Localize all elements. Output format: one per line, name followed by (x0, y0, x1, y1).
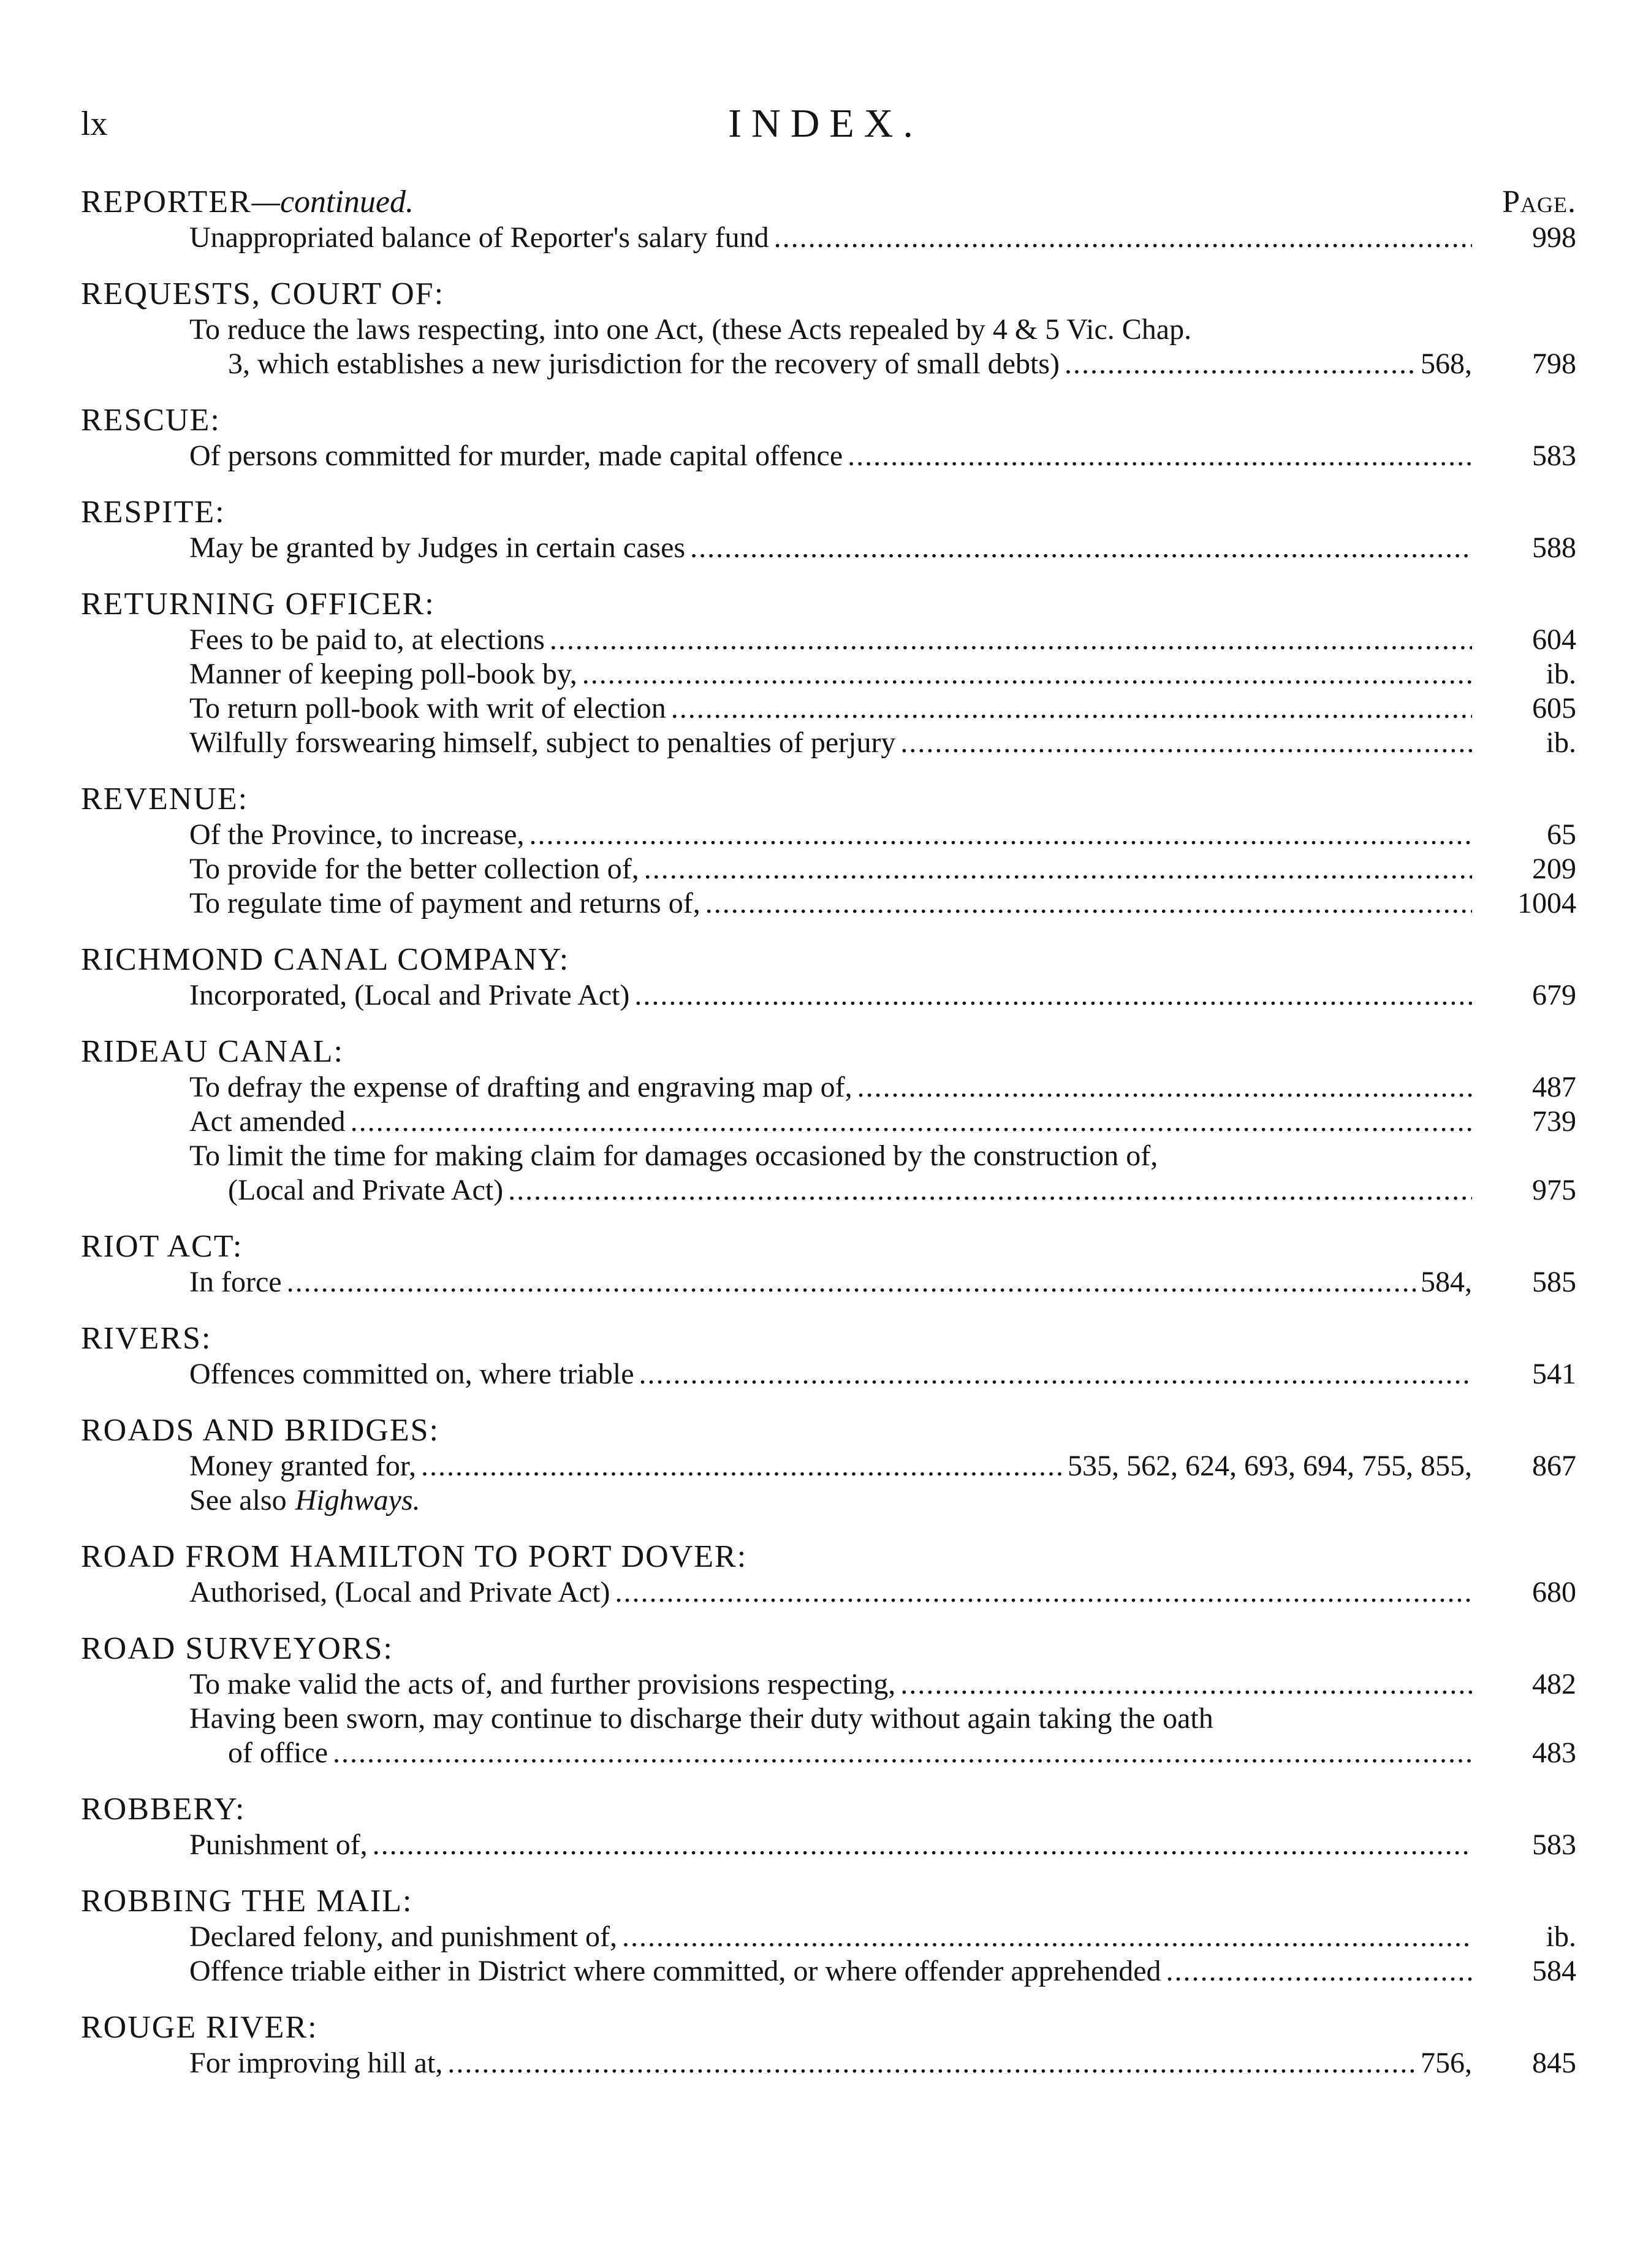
page-reference: 65 (1547, 818, 1576, 851)
page-reference: 585 (1532, 1266, 1576, 1298)
entry-text: Money granted for, (189, 1450, 416, 1482)
page-reference: ib. (1546, 1920, 1576, 1953)
dot-leader (622, 1920, 1472, 1954)
dot-leader (644, 852, 1472, 886)
index-entry (81, 886, 1576, 921)
page-number: lx (81, 105, 108, 143)
index-section (81, 1033, 1576, 1208)
index-section (81, 1883, 1576, 1988)
entry-text-wrap (81, 818, 1472, 852)
section-heading: ROAD SURVEYORS: (81, 1631, 393, 1666)
entry-text: Of the Province, to increase, (189, 818, 525, 851)
page-reference: 588 (1532, 531, 1576, 564)
index-entry (81, 726, 1576, 760)
entry-text: of office (228, 1737, 328, 1769)
index-section (81, 1412, 1576, 1518)
index-entry (81, 439, 1576, 473)
index-entry (81, 1575, 1576, 1610)
section-heading: RIDEAU CANAL: (81, 1034, 344, 1069)
entry-text-wrap (81, 347, 1472, 381)
entry-text-wrap (81, 886, 1472, 921)
index-entry (81, 1483, 1576, 1518)
entry-text: Unappropriated balance of Reporter's salary fund (189, 221, 769, 254)
page-reference: 998 (1532, 221, 1576, 254)
index-section (81, 1539, 1576, 1610)
entry-text-wrap (81, 531, 1472, 565)
cross-reference: Highways. (295, 1484, 420, 1516)
dot-leader (615, 1575, 1472, 1610)
entry-line (81, 313, 1576, 347)
index-entry (81, 1265, 1576, 1300)
dot-leader (582, 657, 1472, 691)
index-entry (81, 852, 1576, 886)
index-entry (81, 978, 1576, 1013)
entry-text: To make valid the acts of, and further provisions respecting, (189, 1668, 896, 1700)
entry-text: 3, which establishes a new jurisdiction for the recovery of small debts) (228, 348, 1060, 380)
index-entry (81, 1173, 1576, 1208)
entry-text-wrap (81, 1736, 1472, 1770)
section-heading-line (81, 184, 1576, 221)
entry-text: To reduce the laws respecting, into one Act, (these Acts repealed by 4 & 5 Vic. Chap. (189, 313, 1192, 346)
index-section (81, 1631, 1576, 1770)
additional-pages: 568, (1421, 348, 1472, 380)
heading-suffix: —continued. (251, 185, 414, 219)
entry-text-wrap (81, 1920, 1472, 1954)
entry-text-wrap (81, 1105, 1472, 1139)
entry-text-wrap (81, 313, 1472, 347)
index-entry (81, 1070, 1576, 1105)
entry-text-wrap (81, 1828, 1472, 1862)
entry-text: To regulate time of payment and returns of, (189, 887, 700, 919)
entry-text-wrap (81, 1483, 1472, 1518)
dot-leader (550, 623, 1472, 657)
page-reference: 1004 (1517, 887, 1576, 919)
entry-text-wrap (81, 1139, 1472, 1173)
page-reference: ib. (1546, 726, 1576, 759)
section-heading: RESCUE: (81, 403, 221, 438)
entry-text-wrap (81, 852, 1472, 886)
heading-text: REPORTER (81, 185, 252, 219)
dot-leader (508, 1173, 1472, 1208)
index-entry (81, 1105, 1576, 1139)
entry-text-wrap (81, 1702, 1472, 1736)
entry-text: Declared felony, and punishment of, (189, 1920, 617, 1953)
section-heading: RESPITE: (81, 495, 226, 530)
section-heading: RIOT ACT: (81, 1229, 243, 1264)
index-entry (81, 1954, 1576, 1988)
section-heading: ROAD FROM HAMILTON TO PORT DOVER: (81, 1539, 748, 1574)
dot-leader (900, 726, 1472, 760)
page-reference: ib. (1546, 658, 1576, 690)
page-reference: 483 (1532, 1737, 1576, 1769)
entry-text-wrap (81, 1070, 1472, 1105)
section-heading: RETURNING OFFICER: (81, 587, 435, 622)
index-section (81, 781, 1576, 921)
page-reference: 541 (1532, 1358, 1576, 1390)
additional-pages: 756, (1421, 2047, 1472, 2079)
page-reference: 680 (1532, 1576, 1576, 1608)
section-heading: ROUGE RIVER: (81, 2010, 318, 2045)
index-entry (81, 221, 1576, 255)
dot-leader (848, 439, 1472, 473)
entry-text: To defray the expense of drafting and engraving map of, (189, 1071, 852, 1103)
page-reference: 604 (1532, 623, 1576, 656)
index-section (81, 1320, 1576, 1391)
index-entry (81, 1449, 1576, 1483)
dot-leader (529, 818, 1472, 852)
index-entry (81, 531, 1576, 565)
entry-text: Offence triable either in District where committed, or where offender apprehended (189, 1955, 1161, 1987)
entry-text: Manner of keeping poll-book by, (189, 658, 577, 690)
dot-leader (351, 1105, 1472, 1139)
entry-text: Offences committed on, where triable (189, 1358, 634, 1390)
section-heading: RICHMOND CANAL COMPANY: (81, 942, 570, 977)
entry-text: Act amended (189, 1105, 346, 1138)
index-entry (81, 2046, 1576, 2080)
entry-text: (Local and Private Act) (228, 1174, 504, 1206)
additional-pages: 584, (1421, 1266, 1472, 1298)
index-entry (81, 691, 1576, 726)
index-entry (81, 347, 1576, 381)
page-reference: 867 (1532, 1450, 1576, 1482)
entry-text-wrap (81, 1667, 1472, 1702)
page-reference: 482 (1532, 1668, 1576, 1700)
dot-leader (705, 886, 1472, 921)
dot-leader (287, 1265, 1416, 1300)
dot-leader (447, 2046, 1416, 2080)
entry-text: Authorised, (Local and Private Act) (189, 1576, 610, 1608)
section-heading: REVENUE: (81, 782, 249, 816)
page-reference: 605 (1532, 692, 1576, 725)
index-entry (81, 623, 1576, 657)
entry-text: To provide for the better collection of, (189, 853, 639, 885)
index-entry (81, 1357, 1576, 1391)
index-entry (81, 657, 1576, 691)
page-reference: 739 (1532, 1105, 1576, 1138)
index-section (81, 1791, 1576, 1862)
page-reference: 845 (1532, 2047, 1576, 2079)
entry-text: May be granted by Judges in certain cases (189, 531, 686, 564)
dot-leader (639, 1357, 1472, 1391)
index-entry (81, 1667, 1576, 1702)
index-section (81, 1228, 1576, 1300)
page-header (0, 101, 1651, 166)
entry-text-wrap (81, 1954, 1472, 1988)
section-heading (81, 184, 1576, 221)
entry-text: To limit the time for making claim for damages occasioned by the construction of, (189, 1140, 1158, 1172)
page-column-label: Page. (1502, 185, 1576, 219)
index-entry (81, 1920, 1576, 1954)
entry-text: For improving hill at, (189, 2047, 443, 2079)
page-reference: 975 (1532, 1174, 1576, 1206)
index-section (81, 494, 1576, 565)
entry-text: In force (189, 1266, 282, 1298)
section-heading: REQUESTS, COURT OF: (81, 276, 445, 311)
section-heading: ROBBING THE MAIL: (81, 1884, 413, 1919)
entry-text: Wilfully forswearing himself, subject to penalties of perjury (189, 726, 896, 759)
dot-leader (900, 1667, 1472, 1702)
entry-text: Fees to be paid to, at elections (189, 623, 545, 656)
section-heading: RIVERS: (81, 1321, 212, 1356)
entry-text-wrap (81, 439, 1472, 473)
page-reference: 584 (1532, 1955, 1576, 1987)
entry-text: Punishment of, (189, 1828, 368, 1861)
page-reference: 583 (1532, 1828, 1576, 1861)
page-title: INDEX. (728, 101, 923, 146)
section-heading: ROBBERY: (81, 1792, 246, 1827)
dot-leader (333, 1736, 1472, 1770)
entry-line (81, 1139, 1576, 1173)
entry-text: Of persons committed for murder, made capital offence (189, 440, 843, 472)
entry-text: Having been sworn, may continue to discharge their duty without again taking the oath (189, 1702, 1213, 1735)
page-reference: 798 (1532, 348, 1576, 380)
dot-leader (634, 978, 1472, 1013)
entry-text-wrap (81, 1449, 1472, 1483)
page-reference: 209 (1532, 853, 1576, 885)
entry-text-wrap (81, 2046, 1472, 2080)
entry-text-wrap (81, 623, 1472, 657)
index-body (81, 184, 1576, 2080)
entry-text: See also (189, 1484, 287, 1516)
index-section (81, 2009, 1576, 2080)
entry-text-wrap (81, 978, 1472, 1013)
dot-leader (1166, 1954, 1472, 1988)
index-entry (81, 818, 1576, 852)
dot-leader (421, 1449, 1063, 1483)
dot-leader (857, 1070, 1472, 1105)
dot-leader (671, 691, 1472, 726)
page-reference: 679 (1532, 979, 1576, 1011)
additional-pages: 535, 562, 624, 693, 694, 755, 855, (1068, 1450, 1472, 1482)
page-reference: 487 (1532, 1071, 1576, 1103)
index-section (81, 184, 1576, 255)
entry-text-wrap (81, 1575, 1472, 1610)
index-section (81, 276, 1576, 381)
entry-line (81, 1702, 1576, 1736)
entry-text-wrap (81, 221, 1472, 255)
entry-text-wrap (81, 657, 1472, 691)
index-section (81, 402, 1576, 473)
entry-text: Incorporated, (Local and Private Act) (189, 979, 630, 1011)
page-reference: 583 (1532, 440, 1576, 472)
index-entry (81, 1828, 1576, 1862)
section-heading: ROADS AND BRIDGES: (81, 1413, 439, 1448)
entry-text-wrap (81, 1265, 1472, 1300)
entry-text-wrap (81, 1357, 1472, 1391)
dot-leader (690, 531, 1472, 565)
entry-text: To return poll-book with writ of election (189, 692, 666, 725)
index-entry (81, 1736, 1576, 1770)
entry-text-wrap (81, 1173, 1472, 1208)
entry-text-wrap (81, 691, 1472, 726)
index-section (81, 942, 1576, 1013)
dot-leader (373, 1828, 1472, 1862)
dot-leader (1065, 347, 1416, 381)
index-section (81, 586, 1576, 760)
dot-leader (774, 221, 1472, 255)
entry-text-wrap (81, 726, 1472, 760)
